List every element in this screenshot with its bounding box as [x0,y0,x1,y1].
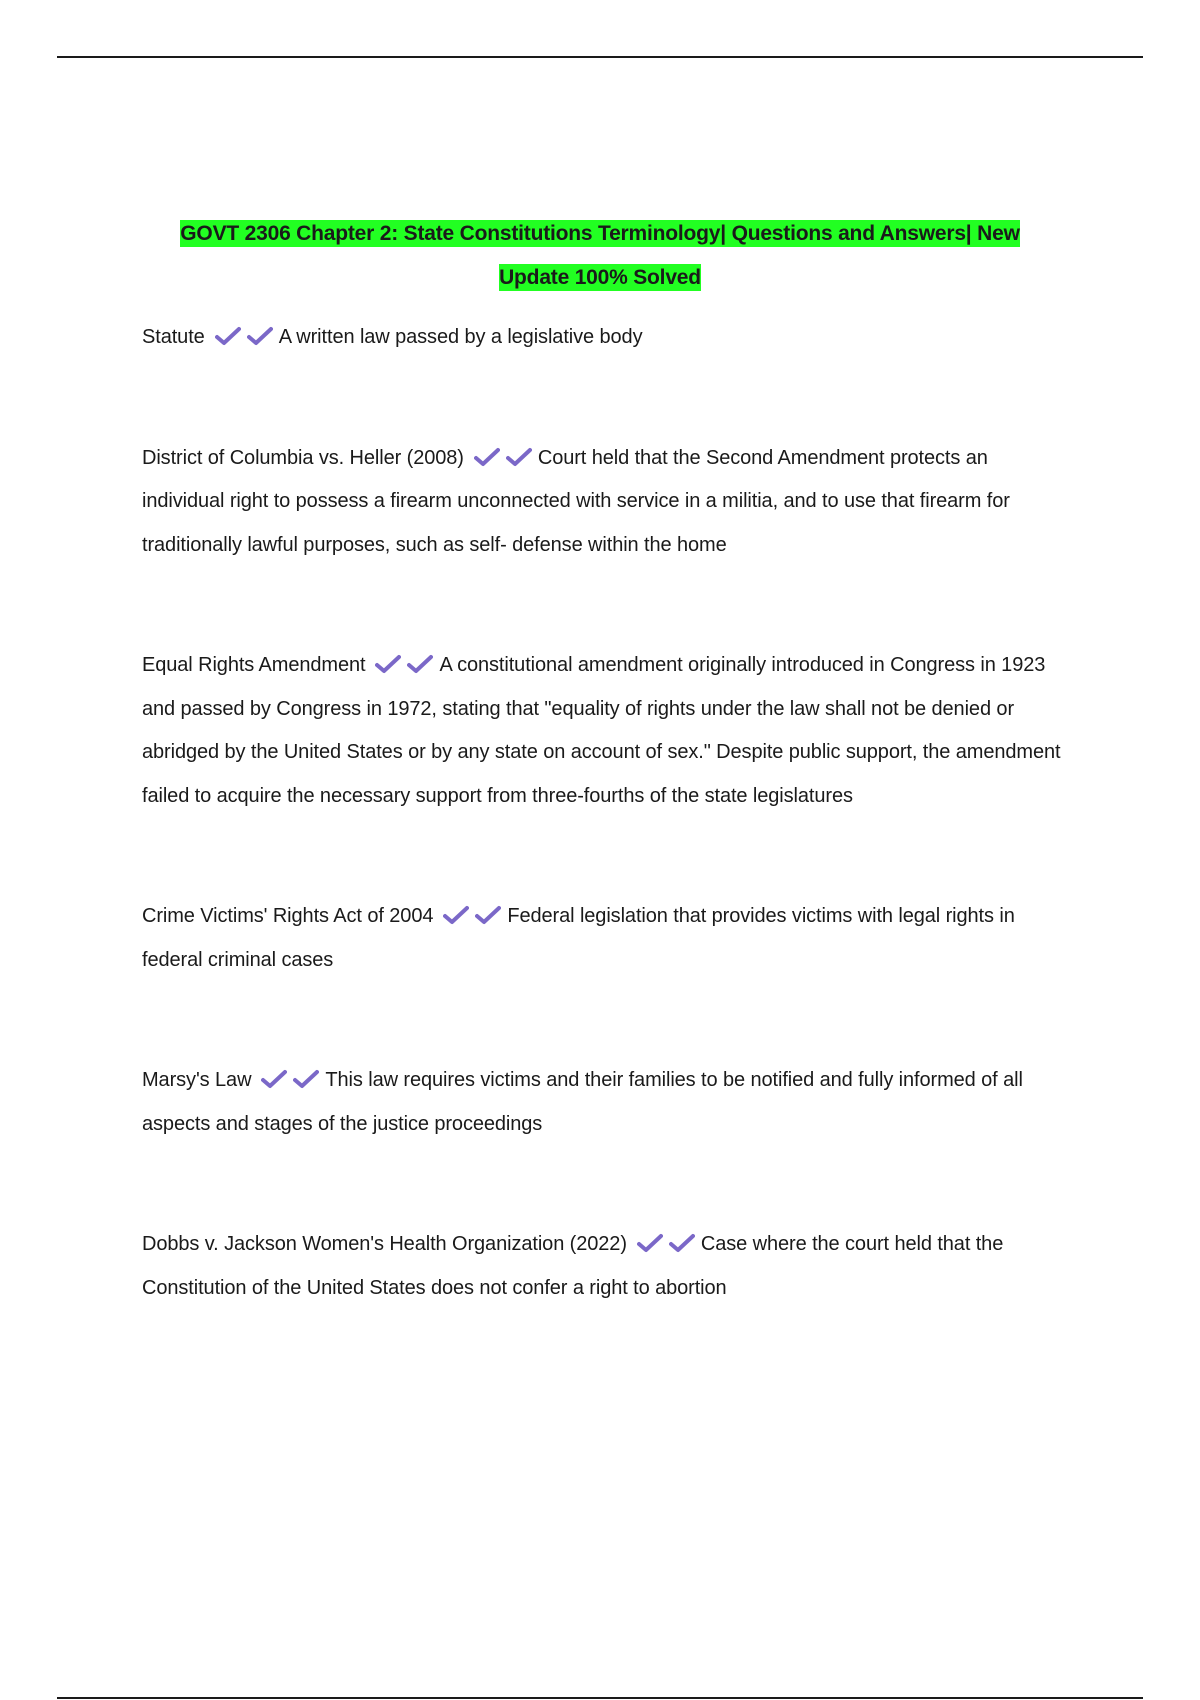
checkmark-icon [474,447,500,467]
checkmark-icon [637,1233,663,1253]
document-title [120,212,1080,300]
checkmark-icon [475,905,501,925]
definition: Court held that the Second Amendment protects an individual right to possess a firearm unconnected with service in a militia, and to use that firearm for traditionally lawful purposes, such as self- defense within the home [142,446,1010,556]
term-entry [142,316,1072,360]
checkmark-icon [443,905,469,925]
checkmark-icon [506,447,532,467]
checkmark-icon [669,1233,695,1253]
checkmark-icon [375,654,401,674]
term-entry [142,895,1072,982]
definition: A constitutional amendment originally introduced in Congress in 1923 and passed by Congress in 1972, stating that "equality of rights under the law shall not be denied or abridged by the United States or by any state on account of sex." Despite public support, the amendment failed to acquire the necessary support from three-fourths of the state legislatures [142,654,1061,807]
term-entry [142,644,1072,818]
header-rule [57,56,1143,58]
term: Statute [142,326,205,348]
definition: Federal legislation that provides victims with legal rights in federal criminal cases [142,905,1015,971]
term-list [142,316,1072,1310]
term: Crime Victims' Rights Act of 2004 [142,905,434,927]
definition: This law requires victims and their families to be notified and fully informed of all aspects and stages of the justice proceedings [142,1069,1023,1135]
term: District of Columbia vs. Heller (2008) [142,446,464,469]
term-entry [142,1223,1072,1310]
term-entry [142,1059,1072,1146]
term: Marsy's Law [142,1069,252,1091]
document-title-line-2: Update 100% Solved [499,266,701,289]
checkmark-icon [407,654,433,674]
checkmark-icon [293,1069,319,1089]
document-title-line-1: GOVT 2306 Chapter 2: State Constitutions Terminology| Questions and Answers| New [180,222,1020,245]
footer-rule [57,1697,1143,1699]
checkmark-icon [247,326,273,346]
term: Dobbs v. Jackson Women's Health Organization (2022) [142,1233,627,1255]
definition: Case where the court held that the Constitution of the United States does not confer a right to abortion [142,1233,1004,1299]
checkmark-icon [261,1069,287,1089]
term-entry [142,437,1072,568]
term: Equal Rights Amendment [142,654,366,676]
definition: A written law passed by a legislative body [278,326,643,348]
checkmark-icon [215,326,241,346]
